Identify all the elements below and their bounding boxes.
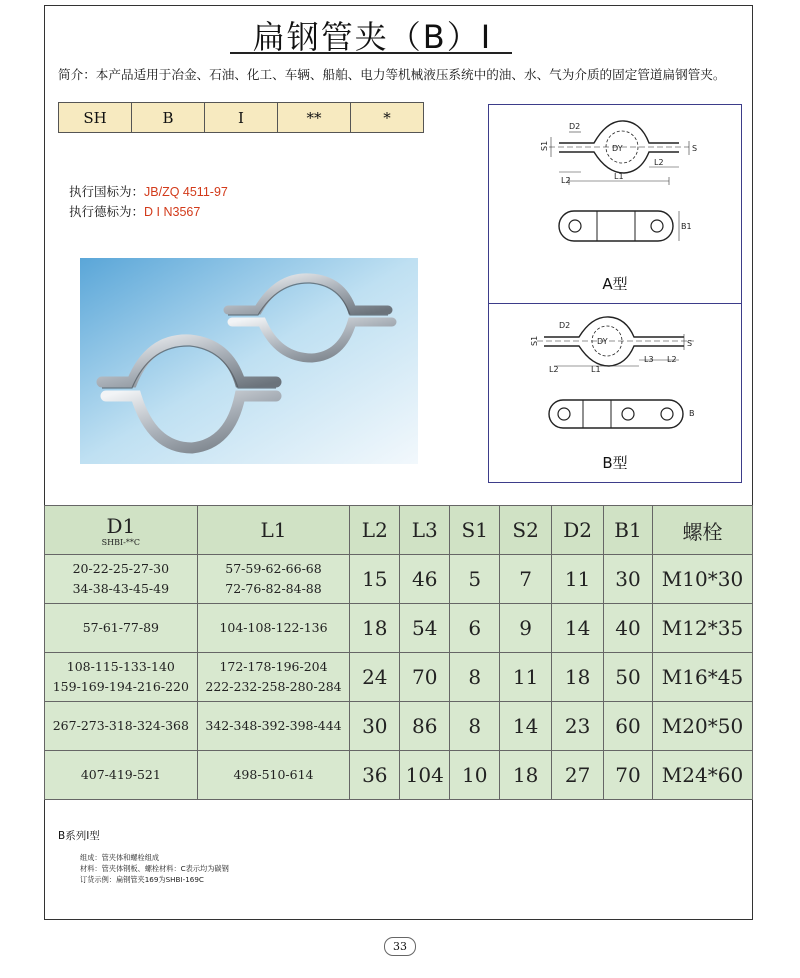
col-header-d2: D2 <box>552 506 604 555</box>
cell-b1: 70 <box>604 751 653 800</box>
cell-l2: 30 <box>350 702 400 751</box>
cell-bolt: M24*60 <box>652 751 752 800</box>
diagram-b-label: B型 <box>602 454 628 472</box>
code-cell: ** <box>278 103 351 133</box>
table-row <box>45 653 753 702</box>
cell-l3: 86 <box>400 702 450 751</box>
cell-l3: 54 <box>400 604 450 653</box>
series-title: B系列Ⅰ型 <box>58 830 100 842</box>
cell-l1: 104-108-122-136 <box>197 604 350 653</box>
product-photo <box>80 258 418 464</box>
cell-d1: 407-419-521 <box>45 751 198 800</box>
cell-d2: 11 <box>552 555 604 604</box>
cell-s1: 8 <box>450 702 500 751</box>
dim-label: D2 <box>559 321 571 330</box>
model-code-table <box>58 102 424 133</box>
din-standard-label: 执行德标为： <box>69 204 145 219</box>
dim-label: L1 <box>591 365 601 374</box>
cell-s1: 8 <box>450 653 500 702</box>
table-row <box>45 604 753 653</box>
cell-bolt: M20*50 <box>652 702 752 751</box>
cell-l2: 15 <box>350 555 400 604</box>
dim-label: DY <box>612 144 623 153</box>
cell-l1: 172-178-196-204 222-232-258-280-284 <box>197 653 350 702</box>
col-header-b1: B1 <box>604 506 653 555</box>
cell-bolt: M12*35 <box>652 604 752 653</box>
cell-b1: 30 <box>604 555 653 604</box>
cell-l1: 57-59-62-66-68 72-76-82-84-88 <box>197 555 350 604</box>
col-header-l3: L3 <box>400 506 450 555</box>
cell-d2: 27 <box>552 751 604 800</box>
cell-l3: 70 <box>400 653 450 702</box>
gb-standard-label: 执行国标为： <box>69 184 145 199</box>
col-header-l2: L2 <box>350 506 400 555</box>
gb-standard-value: JB/ZQ 4511-97 <box>144 185 228 199</box>
dim-label: S <box>687 339 693 348</box>
code-cell: SH <box>59 103 132 133</box>
dim-label: L3 <box>644 355 654 364</box>
dim-label: D2 <box>569 122 581 131</box>
cell-l2: 24 <box>350 653 400 702</box>
dim-label: L2 <box>561 176 571 185</box>
cell-d2: 23 <box>552 702 604 751</box>
table-row <box>45 555 753 604</box>
cell-d1: 267-273-318-324-368 <box>45 702 198 751</box>
notes <box>80 852 229 885</box>
title-underline <box>230 52 512 54</box>
dim-label: B <box>689 409 695 418</box>
d1-subtitle: SHBI-**C <box>101 537 140 547</box>
cell-l2: 36 <box>350 751 400 800</box>
dim-label: L2 <box>667 355 677 364</box>
cell-d2: 18 <box>552 653 604 702</box>
note-line: 材料：管夹体钢板、螺栓材料：C表示均为碳钢 <box>80 864 229 873</box>
dim-label: L2 <box>549 365 559 374</box>
dim-label: S <box>692 144 698 153</box>
cell-s1: 5 <box>450 555 500 604</box>
note-line: 订货示例：扁钢管夹169为SHBⅠ-169C <box>80 875 204 884</box>
col-header-l1: L1 <box>197 506 350 555</box>
cell-s2: 7 <box>500 555 552 604</box>
product-intro: 简介：本产品适用于冶金、石油、化工、车辆、船舶、电力等机械液压系统中的油、水、气为介质的固定管道扁钢管夹。 <box>58 67 726 82</box>
din-standard-value: D I N3567 <box>144 205 201 219</box>
cell-d1: 108-115-133-140 159-169-194-216-220 <box>45 653 198 702</box>
cell-l3: 46 <box>400 555 450 604</box>
col-header-bolt: 螺栓 <box>652 506 752 555</box>
page-title: 扁钢管夹（B）I <box>252 18 493 56</box>
cell-l3: 104 <box>400 751 450 800</box>
din-standard <box>69 202 200 220</box>
cell-s2: 11 <box>500 653 552 702</box>
cell-d2: 14 <box>552 604 604 653</box>
cell-b1: 60 <box>604 702 653 751</box>
cell-bolt: M16*45 <box>652 653 752 702</box>
cell-b1: 40 <box>604 604 653 653</box>
cell-s2: 14 <box>500 702 552 751</box>
cell-l1: 342-348-392-398-444 <box>197 702 350 751</box>
dim-label: DY <box>597 337 608 346</box>
cell-s2: 18 <box>500 751 552 800</box>
col-header-s1: S1 <box>450 506 500 555</box>
diagram-a-label: A型 <box>602 275 628 293</box>
col-header-s2: S2 <box>500 506 552 555</box>
cell-b1: 50 <box>604 653 653 702</box>
cell-s1: 10 <box>450 751 500 800</box>
cell-d1: 20-22-25-27-30 34-38-43-45-49 <box>45 555 198 604</box>
dim-label: B1 <box>681 222 692 231</box>
cell-bolt: M10*30 <box>652 555 752 604</box>
code-cell: * <box>351 103 424 133</box>
cell-s2: 9 <box>500 604 552 653</box>
cell-d1: 57-61-77-89 <box>45 604 198 653</box>
dim-label: L1 <box>614 172 624 181</box>
dim-label: L2 <box>654 158 664 167</box>
diagram-type-b <box>488 303 742 483</box>
spec-table <box>44 505 753 800</box>
code-cell: B <box>132 103 205 133</box>
cell-l2: 18 <box>350 604 400 653</box>
dim-label: S1 <box>540 140 549 151</box>
cell-s1: 6 <box>450 604 500 653</box>
dim-label: S1 <box>530 335 539 346</box>
code-cell: I <box>205 103 278 133</box>
gb-standard <box>69 182 228 200</box>
note-line: 组成：管夹体和螺栓组成 <box>80 853 160 862</box>
col-header-d1: D1 SHBI-**C <box>45 506 198 555</box>
cell-l1: 498-510-614 <box>197 751 350 800</box>
page-number: 33 <box>384 937 416 956</box>
table-row <box>45 702 753 751</box>
diagram-type-a <box>488 104 742 304</box>
table-row <box>45 751 753 800</box>
